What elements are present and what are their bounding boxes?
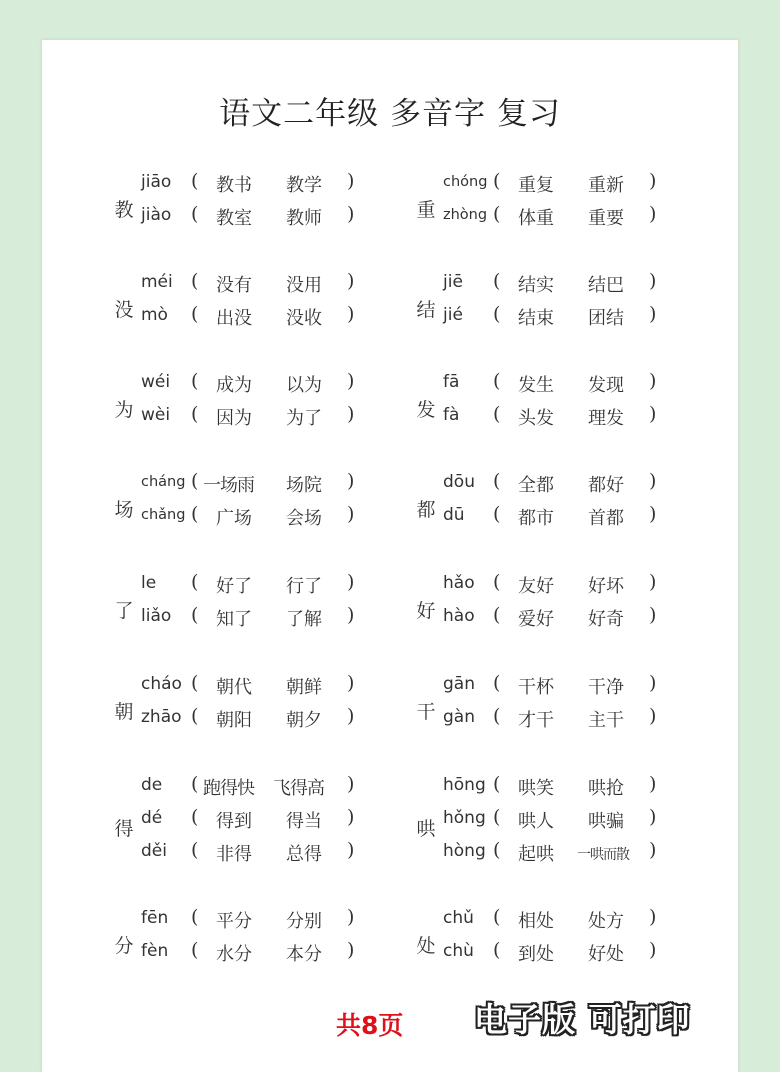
- polyphone-character: 重: [416, 198, 436, 221]
- open-paren: (: [191, 571, 199, 593]
- polyphone-character: 为: [114, 398, 134, 421]
- pinyin-label: dū: [443, 505, 465, 525]
- example-word: 干杯: [518, 677, 554, 698]
- example-word: 没收: [286, 308, 322, 329]
- close-paren: ): [347, 806, 355, 828]
- open-paren: (: [493, 270, 501, 292]
- open-paren: (: [191, 906, 199, 928]
- example-word: 干净: [588, 677, 624, 698]
- example-word: 得到: [216, 811, 252, 832]
- example-word: 水分: [216, 944, 252, 965]
- polyphone-character: 哄: [416, 818, 436, 840]
- polyphone-character: 场: [114, 498, 134, 521]
- example-word: 成为: [216, 375, 252, 396]
- reading-row: [141, 170, 441, 200]
- reading-row: [443, 303, 743, 333]
- open-paren: (: [493, 370, 501, 392]
- reading-row: [443, 470, 743, 500]
- close-paren: ): [649, 571, 657, 593]
- pinyin-label: wèi: [141, 405, 171, 425]
- pinyin-label: zhòng: [443, 207, 488, 223]
- close-paren: ): [649, 203, 657, 225]
- pinyin-label: chù: [443, 941, 474, 961]
- open-paren: (: [191, 705, 199, 727]
- pinyin-label: chǎng: [141, 507, 186, 523]
- example-word: 知了: [216, 609, 252, 630]
- close-paren: ): [347, 503, 355, 525]
- pinyin-label: fēn: [141, 908, 169, 928]
- example-word: 才干: [518, 710, 554, 731]
- open-paren: (: [493, 806, 501, 828]
- reading-row: [443, 571, 743, 601]
- example-word: 哄人: [518, 811, 554, 832]
- reading-row: [141, 270, 441, 300]
- open-paren: (: [191, 270, 199, 292]
- reading-row: [443, 604, 743, 634]
- close-paren: ): [347, 571, 355, 593]
- pinyin-label: hòng: [443, 841, 486, 861]
- example-word: 一场雨: [203, 475, 254, 496]
- reading-row: [443, 403, 743, 433]
- example-word: 总得: [286, 844, 322, 865]
- pinyin-label: jié: [443, 305, 463, 325]
- example-word: 主干: [588, 710, 624, 731]
- polyphone-character: 好: [416, 599, 436, 622]
- example-word: 场院: [286, 475, 322, 496]
- reading-row: [443, 773, 743, 803]
- example-word: 好了: [216, 576, 252, 597]
- example-word: 教师: [286, 208, 322, 229]
- polyphone-character: 朝: [114, 700, 134, 723]
- close-paren: ): [649, 773, 657, 795]
- open-paren: (: [493, 170, 501, 192]
- example-word: 爱好: [518, 609, 554, 630]
- example-word: 结巴: [588, 275, 624, 296]
- reading-row: [141, 806, 441, 836]
- polyphone-character: 干: [416, 700, 436, 723]
- reading-row: [443, 705, 743, 735]
- example-word: 重要: [588, 208, 624, 229]
- electronic-version-label: 电子版 可打印: [474, 1000, 691, 1039]
- reading-row: [141, 303, 441, 333]
- example-word: 哄抢: [588, 778, 624, 799]
- pinyin-label: hǎo: [443, 573, 475, 593]
- open-paren: (: [191, 672, 199, 694]
- close-paren: ): [347, 906, 355, 928]
- open-paren: (: [191, 203, 199, 225]
- open-paren: (: [191, 939, 199, 961]
- pinyin-label: gàn: [443, 707, 475, 727]
- example-word: 朝鲜: [286, 677, 322, 698]
- example-word: 头发: [518, 408, 554, 429]
- example-word: 处方: [588, 911, 624, 932]
- close-paren: ): [649, 839, 657, 861]
- example-word: 好奇: [588, 609, 624, 630]
- example-word: 出没: [216, 308, 252, 329]
- pinyin-label: dōu: [443, 472, 475, 492]
- close-paren: ): [649, 503, 657, 525]
- open-paren: (: [493, 203, 501, 225]
- polyphone-character: 都: [416, 498, 436, 521]
- example-word: 朝夕: [286, 710, 322, 731]
- close-paren: ): [649, 370, 657, 392]
- close-paren: ): [347, 705, 355, 727]
- example-word: 重新: [588, 175, 624, 196]
- polyphone-character: 发: [416, 398, 436, 421]
- open-paren: (: [493, 303, 501, 325]
- close-paren: ): [649, 705, 657, 727]
- reading-row: [141, 839, 441, 869]
- open-paren: (: [493, 839, 501, 861]
- example-word: 广场: [216, 508, 252, 529]
- reading-row: [141, 939, 441, 969]
- reading-row: [443, 806, 743, 836]
- close-paren: ): [347, 270, 355, 292]
- close-paren: ): [649, 470, 657, 492]
- open-paren: (: [191, 839, 199, 861]
- example-word: 朝代: [216, 677, 252, 698]
- example-word: 朝阳: [216, 710, 252, 731]
- example-word: 因为: [216, 408, 252, 429]
- example-word: 教室: [216, 208, 252, 229]
- open-paren: (: [493, 403, 501, 425]
- pinyin-label: wéi: [141, 372, 171, 392]
- pinyin-label: de: [141, 775, 163, 795]
- example-word: 全都: [518, 475, 554, 496]
- open-paren: (: [493, 672, 501, 694]
- close-paren: ): [347, 303, 355, 325]
- example-word: 本分: [286, 944, 322, 965]
- pinyin-label: hào: [443, 606, 475, 626]
- page-title: 语文二年级 多音字 复习: [219, 96, 561, 132]
- example-word: 没用: [286, 275, 322, 296]
- example-word: 分别: [286, 911, 322, 932]
- example-word: 发现: [588, 375, 624, 396]
- pinyin-label: liǎo: [141, 606, 172, 626]
- polyphone-character: 没: [114, 298, 134, 321]
- reading-row: [443, 939, 743, 969]
- polyphone-character: 得: [114, 818, 134, 840]
- example-word: 非得: [216, 844, 252, 865]
- close-paren: ): [649, 604, 657, 626]
- pinyin-label: hǒng: [443, 808, 486, 828]
- reading-row: [141, 370, 441, 400]
- example-word: 相处: [518, 911, 554, 932]
- example-word: 为了: [286, 408, 322, 429]
- example-word: 行了: [286, 576, 322, 597]
- example-word: 哄骗: [588, 811, 624, 832]
- open-paren: (: [191, 806, 199, 828]
- example-word: 会场: [286, 508, 322, 529]
- example-word: 结实: [518, 275, 554, 296]
- reading-row: [141, 503, 441, 533]
- example-word: 哄笑: [518, 778, 554, 799]
- close-paren: ): [347, 470, 355, 492]
- close-paren: ): [649, 403, 657, 425]
- polyphone-character: 处: [416, 934, 436, 957]
- example-word: 平分: [216, 911, 252, 932]
- reading-row: [141, 571, 441, 601]
- open-paren: (: [493, 503, 501, 525]
- pinyin-label: hōng: [443, 775, 486, 795]
- reading-row: [443, 672, 743, 702]
- example-word: 首都: [588, 508, 624, 529]
- close-paren: ): [649, 303, 657, 325]
- open-paren: (: [191, 773, 199, 795]
- polyphone-character: 教: [114, 198, 134, 221]
- pinyin-label: jiāo: [141, 172, 172, 192]
- pinyin-label: cháng: [141, 474, 186, 490]
- open-paren: (: [191, 303, 199, 325]
- close-paren: ): [347, 672, 355, 694]
- reading-row: [443, 839, 743, 869]
- close-paren: ): [347, 370, 355, 392]
- example-word: 到处: [518, 944, 554, 965]
- close-paren: ): [347, 170, 355, 192]
- reading-row: [141, 773, 441, 803]
- pinyin-label: chǔ: [443, 908, 474, 928]
- pinyin-label: dé: [141, 808, 163, 828]
- open-paren: (: [191, 470, 199, 492]
- reading-row: [443, 270, 743, 300]
- close-paren: ): [649, 170, 657, 192]
- example-word: 飞得高: [273, 778, 324, 799]
- reading-row: [443, 503, 743, 533]
- reading-row: [443, 906, 743, 936]
- open-paren: (: [493, 773, 501, 795]
- reading-row: [443, 370, 743, 400]
- pinyin-label: gān: [443, 674, 475, 694]
- example-word: 以为: [286, 375, 322, 396]
- open-paren: (: [191, 403, 199, 425]
- reading-row: [443, 170, 743, 200]
- reading-row: [141, 403, 441, 433]
- example-word: 团结: [588, 308, 624, 329]
- example-word: 友好: [518, 576, 554, 597]
- close-paren: ): [347, 773, 355, 795]
- reading-row: [141, 470, 441, 500]
- pinyin-label: méi: [141, 272, 173, 292]
- close-paren: ): [347, 939, 355, 961]
- close-paren: ): [347, 604, 355, 626]
- example-word: 起哄: [518, 844, 554, 865]
- reading-row: [141, 604, 441, 634]
- close-paren: ): [347, 839, 355, 861]
- example-word: 发生: [518, 375, 554, 396]
- example-word: 教学: [286, 175, 322, 196]
- reading-row: [443, 203, 743, 233]
- reading-row: [141, 705, 441, 735]
- example-word: 好处: [588, 944, 624, 965]
- pinyin-label: mò: [141, 305, 168, 325]
- example-word: 跑得快: [203, 778, 254, 799]
- close-paren: ): [347, 403, 355, 425]
- open-paren: (: [191, 170, 199, 192]
- close-paren: ): [649, 806, 657, 828]
- polyphone-character: 了: [114, 599, 134, 622]
- close-paren: ): [649, 672, 657, 694]
- close-paren: ): [649, 939, 657, 961]
- reading-row: [141, 203, 441, 233]
- example-word: 了解: [286, 609, 322, 630]
- open-paren: (: [191, 370, 199, 392]
- reading-row: [141, 906, 441, 936]
- close-paren: ): [649, 906, 657, 928]
- pinyin-label: fèn: [141, 941, 169, 961]
- example-word: 得当: [286, 811, 322, 832]
- open-paren: (: [493, 470, 501, 492]
- close-paren: ): [347, 203, 355, 225]
- example-word: 重复: [518, 175, 554, 196]
- pinyin-label: zhāo: [141, 707, 182, 727]
- open-paren: (: [493, 604, 501, 626]
- example-word: 教书: [216, 175, 252, 196]
- open-paren: (: [191, 604, 199, 626]
- example-word: 体重: [518, 208, 554, 229]
- pinyin-label: děi: [141, 841, 167, 861]
- reading-row: [141, 672, 441, 702]
- pinyin-label: jiào: [141, 205, 172, 225]
- open-paren: (: [493, 906, 501, 928]
- open-paren: (: [493, 571, 501, 593]
- example-word: 一哄而散: [577, 847, 629, 863]
- pinyin-label: fā: [443, 372, 460, 392]
- example-word: 没有: [216, 275, 252, 296]
- pinyin-label: le: [141, 573, 157, 593]
- close-paren: ): [649, 270, 657, 292]
- page-count-label: 共8页: [336, 1011, 404, 1040]
- example-word: 都市: [518, 508, 554, 529]
- polyphone-character: 分: [114, 934, 134, 957]
- example-word: 理发: [588, 408, 624, 429]
- example-word: 都好: [588, 475, 624, 496]
- open-paren: (: [493, 939, 501, 961]
- open-paren: (: [493, 705, 501, 727]
- pinyin-label: cháo: [141, 674, 182, 694]
- pinyin-label: chóng: [443, 174, 488, 190]
- pinyin-label: fà: [443, 405, 460, 425]
- polyphone-character: 结: [416, 298, 436, 321]
- open-paren: (: [191, 503, 199, 525]
- example-word: 好坏: [588, 576, 624, 597]
- example-word: 结束: [518, 308, 554, 329]
- pinyin-label: jiē: [443, 272, 463, 292]
